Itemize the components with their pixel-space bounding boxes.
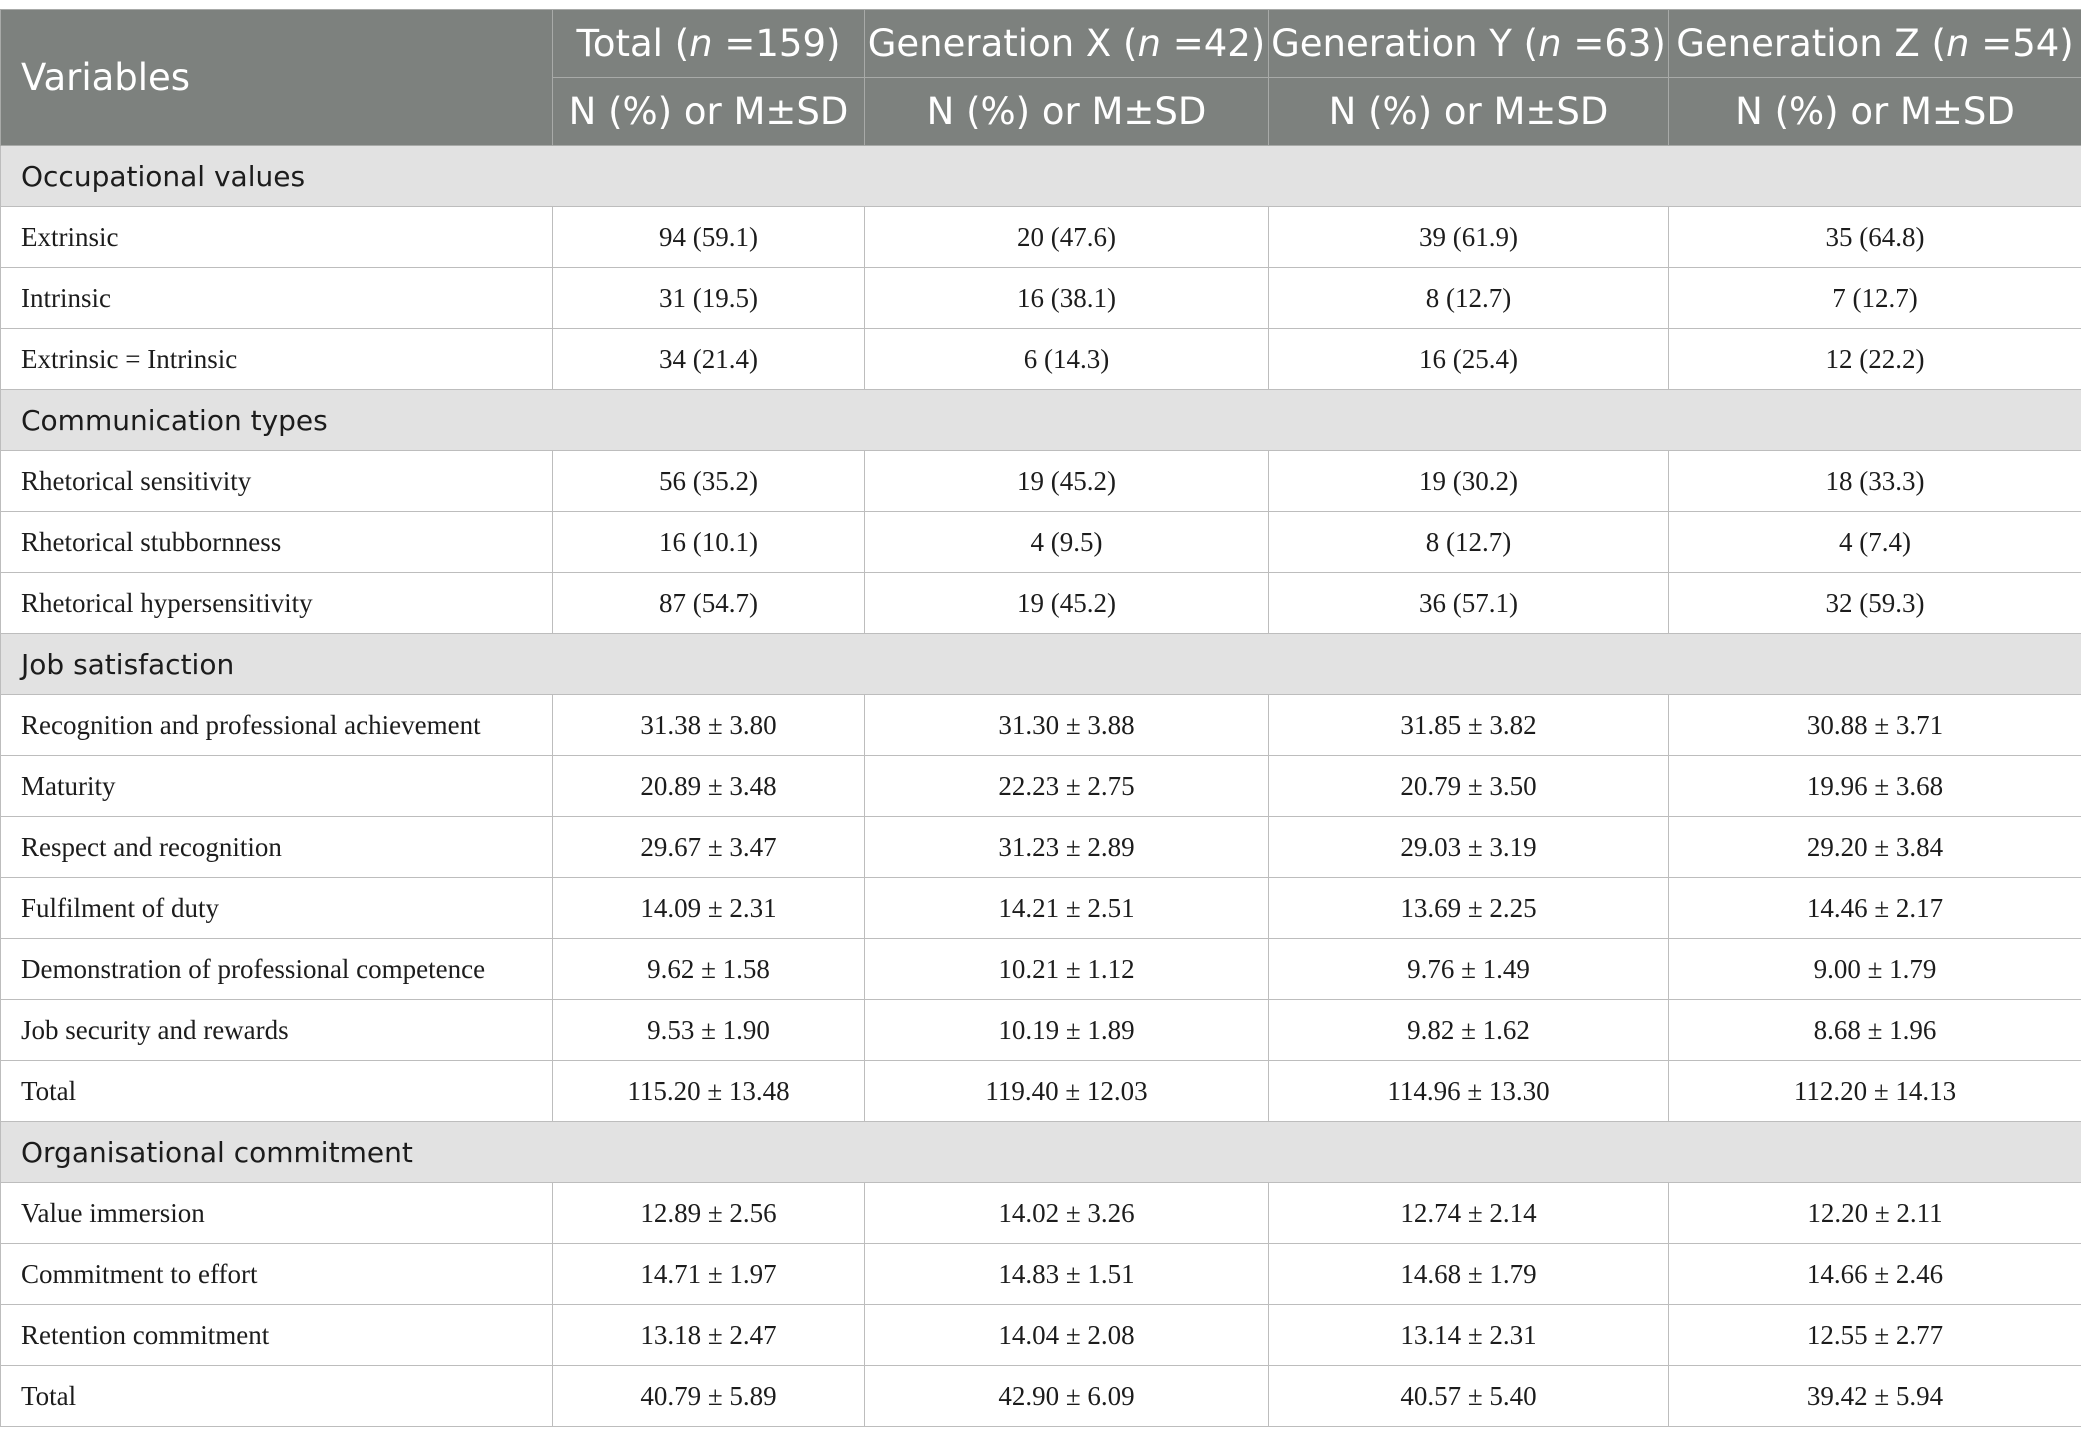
table-row — [1, 817, 2081, 878]
table-row — [1, 1305, 2081, 1366]
group-count: =42 — [1172, 22, 1251, 65]
cell-value: 20 (47.6) — [865, 207, 1269, 268]
group-n-symbol: n — [1945, 22, 1970, 65]
row-label: Value immersion — [1, 1183, 553, 1244]
cell-value: 35 (64.8) — [1669, 207, 2081, 268]
section-title: Communication types — [1, 390, 2081, 451]
cell-value: 14.04 ± 2.08 — [865, 1305, 1269, 1366]
cell-value: 39 (61.9) — [1269, 207, 1669, 268]
cell-value: 10.19 ± 1.89 — [865, 1000, 1269, 1061]
cell-value: 19.96 ± 3.68 — [1669, 756, 2081, 817]
group-name: Generation X — [867, 22, 1112, 65]
cell-value: 12.89 ± 2.56 — [553, 1183, 865, 1244]
cell-value: 36 (57.1) — [1269, 573, 1669, 634]
row-label: Commitment to effort — [1, 1244, 553, 1305]
cell-value: 39.42 ± 5.94 — [1669, 1366, 2081, 1427]
table-row — [1, 512, 2081, 573]
cell-value: 31.85 ± 3.82 — [1269, 695, 1669, 756]
cell-value: 34 (21.4) — [553, 329, 865, 390]
row-label: Rhetorical sensitivity — [1, 451, 553, 512]
cell-value: 8 (12.7) — [1269, 268, 1669, 329]
cell-value: 31.23 ± 2.89 — [865, 817, 1269, 878]
group-name: Generation Y — [1271, 22, 1512, 65]
cell-value: 56 (35.2) — [553, 451, 865, 512]
table-row — [1, 573, 2081, 634]
cell-value: 42.90 ± 6.09 — [865, 1366, 1269, 1427]
cell-value: 7 (12.7) — [1669, 268, 2081, 329]
row-label: Rhetorical hypersensitivity — [1, 573, 553, 634]
row-label: Maturity — [1, 756, 553, 817]
cell-value: 18 (33.3) — [1669, 451, 2081, 512]
cell-value: 40.79 ± 5.89 — [553, 1366, 865, 1427]
header-measure: N (%) or M±SD — [1269, 78, 1669, 146]
cell-value: 30.88 ± 3.71 — [1669, 695, 2081, 756]
cell-value: 14.21 ± 2.51 — [865, 878, 1269, 939]
section-row — [1, 390, 2081, 451]
group-name: Generation Z — [1676, 22, 1920, 65]
table-row — [1, 1061, 2081, 1122]
section-title: Job satisfaction — [1, 634, 2081, 695]
statistics-table — [0, 9, 2081, 1427]
section-title: Occupational values — [1, 146, 2081, 207]
cell-value: 119.40 ± 12.03 — [865, 1061, 1269, 1122]
cell-value: 13.69 ± 2.25 — [1269, 878, 1669, 939]
row-label: Recognition and professional achievement — [1, 695, 553, 756]
row-label: Respect and recognition — [1, 817, 553, 878]
cell-value: 14.66 ± 2.46 — [1669, 1244, 2081, 1305]
group-count: =54 — [1981, 22, 2060, 65]
cell-value: 22.23 ± 2.75 — [865, 756, 1269, 817]
cell-value: 14.09 ± 2.31 — [553, 878, 865, 939]
header-measure: N (%) or M±SD — [553, 78, 865, 146]
header-group-generation-z: Generation Z (n =54) — [1669, 10, 2081, 78]
cell-value: 29.03 ± 3.19 — [1269, 817, 1669, 878]
row-label: Total — [1, 1061, 553, 1122]
cell-value: 19 (45.2) — [865, 451, 1269, 512]
cell-value: 9.76 ± 1.49 — [1269, 939, 1669, 1000]
cell-value: 31 (19.5) — [553, 268, 865, 329]
section-row — [1, 634, 2081, 695]
row-label: Demonstration of professional competence — [1, 939, 553, 1000]
cell-value: 19 (30.2) — [1269, 451, 1669, 512]
cell-value: 16 (38.1) — [865, 268, 1269, 329]
header-row-groups — [1, 10, 2081, 78]
cell-value: 10.21 ± 1.12 — [865, 939, 1269, 1000]
header-group-total: Total (n =159) — [553, 10, 865, 78]
cell-value: 20.79 ± 3.50 — [1269, 756, 1669, 817]
table-row — [1, 756, 2081, 817]
cell-value: 32 (59.3) — [1669, 573, 2081, 634]
row-label: Job security and rewards — [1, 1000, 553, 1061]
cell-value: 31.30 ± 3.88 — [865, 695, 1269, 756]
cell-value: 115.20 ± 13.48 — [553, 1061, 865, 1122]
row-label: Rhetorical stubbornness — [1, 512, 553, 573]
row-label: Fulfilment of duty — [1, 878, 553, 939]
table-body — [1, 146, 2081, 1427]
group-n-symbol: n — [1538, 22, 1562, 65]
table-row — [1, 878, 2081, 939]
cell-value: 29.67 ± 3.47 — [553, 817, 865, 878]
cell-value: 12 (22.2) — [1669, 329, 2081, 390]
cell-value: 8 (12.7) — [1269, 512, 1669, 573]
cell-value: 4 (7.4) — [1669, 512, 2081, 573]
row-label: Total — [1, 1366, 553, 1427]
table-row — [1, 1183, 2081, 1244]
cell-value: 9.00 ± 1.79 — [1669, 939, 2081, 1000]
row-label: Extrinsic = Intrinsic — [1, 329, 553, 390]
group-n-symbol: n — [1137, 22, 1161, 65]
cell-value: 9.53 ± 1.90 — [553, 1000, 865, 1061]
cell-value: 31.38 ± 3.80 — [553, 695, 865, 756]
cell-value: 40.57 ± 5.40 — [1269, 1366, 1669, 1427]
group-name: Total — [576, 22, 663, 65]
cell-value: 29.20 ± 3.84 — [1669, 817, 2081, 878]
table-row — [1, 207, 2081, 268]
cell-value: 12.55 ± 2.77 — [1669, 1305, 2081, 1366]
section-row — [1, 146, 2081, 207]
header-measure: N (%) or M±SD — [865, 78, 1269, 146]
group-n-symbol: n — [689, 22, 713, 65]
header-measure: N (%) or M±SD — [1669, 78, 2081, 146]
cell-value: 14.68 ± 1.79 — [1269, 1244, 1669, 1305]
table-row — [1, 939, 2081, 1000]
table-header — [1, 10, 2081, 146]
cell-value: 114.96 ± 13.30 — [1269, 1061, 1669, 1122]
table-row — [1, 1000, 2081, 1061]
row-label: Retention commitment — [1, 1305, 553, 1366]
table-row — [1, 329, 2081, 390]
table-row — [1, 451, 2081, 512]
cell-value: 14.46 ± 2.17 — [1669, 878, 2081, 939]
header-group-generation-y: Generation Y (n =63) — [1269, 10, 1669, 78]
table-row — [1, 268, 2081, 329]
header-group-generation-x: Generation X (n =42) — [865, 10, 1269, 78]
cell-value: 12.74 ± 2.14 — [1269, 1183, 1669, 1244]
table-row — [1, 1366, 2081, 1427]
cell-value: 9.82 ± 1.62 — [1269, 1000, 1669, 1061]
group-count: =159 — [724, 22, 827, 65]
cell-value: 12.20 ± 2.11 — [1669, 1183, 2081, 1244]
cell-value: 9.62 ± 1.58 — [553, 939, 865, 1000]
cell-value: 16 (10.1) — [553, 512, 865, 573]
cell-value: 6 (14.3) — [865, 329, 1269, 390]
cell-value: 16 (25.4) — [1269, 329, 1669, 390]
table-row — [1, 695, 2081, 756]
cell-value: 14.02 ± 3.26 — [865, 1183, 1269, 1244]
section-title: Organisational commitment — [1, 1122, 2081, 1183]
cell-value: 112.20 ± 14.13 — [1669, 1061, 2081, 1122]
section-row — [1, 1122, 2081, 1183]
table-row — [1, 1244, 2081, 1305]
cell-value: 19 (45.2) — [865, 573, 1269, 634]
group-count: =63 — [1573, 22, 1652, 65]
header-variables: Variables — [1, 10, 553, 146]
cell-value: 14.71 ± 1.97 — [553, 1244, 865, 1305]
row-label: Extrinsic — [1, 207, 553, 268]
cell-value: 13.14 ± 2.31 — [1269, 1305, 1669, 1366]
cell-value: 94 (59.1) — [553, 207, 865, 268]
cell-value: 20.89 ± 3.48 — [553, 756, 865, 817]
cell-value: 87 (54.7) — [553, 573, 865, 634]
cell-value: 13.18 ± 2.47 — [553, 1305, 865, 1366]
cell-value: 8.68 ± 1.96 — [1669, 1000, 2081, 1061]
cell-value: 4 (9.5) — [865, 512, 1269, 573]
cell-value: 14.83 ± 1.51 — [865, 1244, 1269, 1305]
row-label: Intrinsic — [1, 268, 553, 329]
